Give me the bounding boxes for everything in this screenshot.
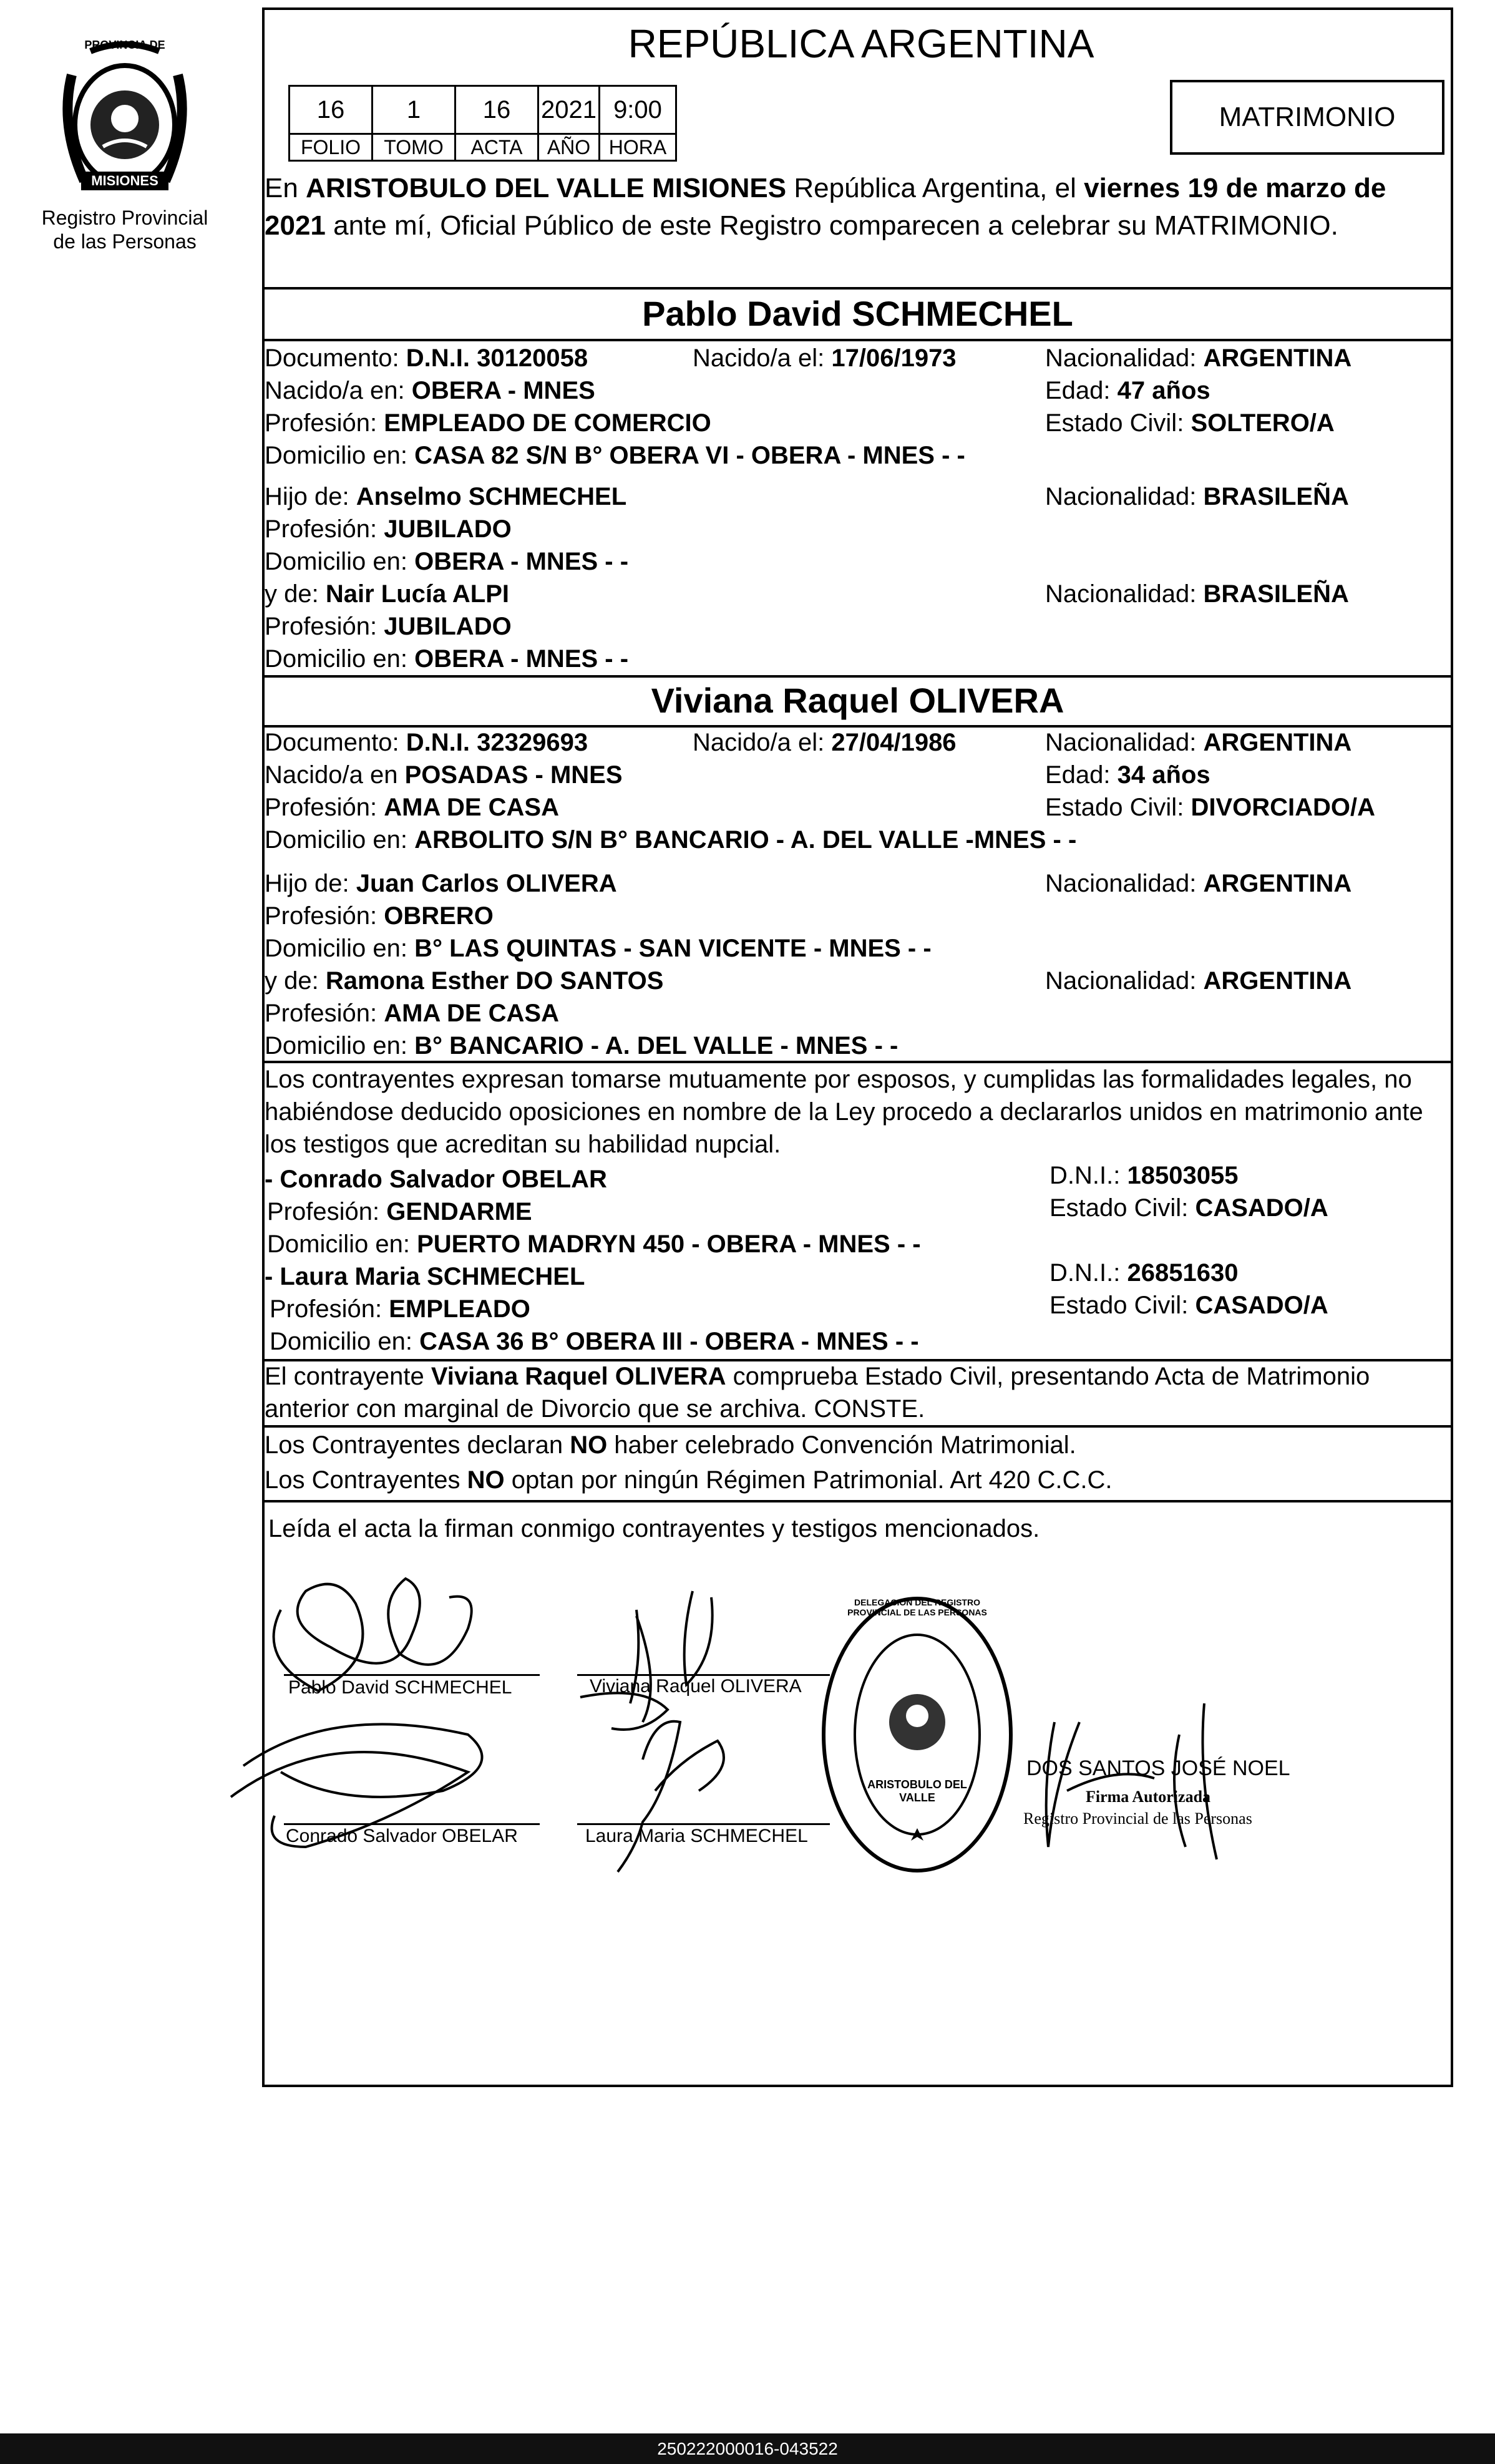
intro-paragraph	[265, 170, 1450, 245]
label: Estado Civil:	[1045, 409, 1184, 437]
note-text-2: comprueba Estado Civil, presentando Acta de Matrimonio	[726, 1363, 1370, 1390]
country-title: REPÚBLICA ARGENTINA	[628, 21, 1094, 66]
seal-top-text: PROVINCIA DE	[84, 39, 165, 51]
label: Profesión:	[265, 613, 377, 640]
groom-birthdate	[693, 343, 957, 373]
witness-2-dni	[1049, 1258, 1238, 1288]
label: Profesión:	[265, 794, 377, 821]
bride-address	[265, 825, 1076, 855]
value: ARGENTINA	[1203, 870, 1352, 897]
label: Domicilio en:	[270, 1328, 412, 1355]
registry-line-1: Registro Provincial	[41, 207, 208, 229]
footer-code-bar	[0, 2433, 1495, 2464]
declaration-line-1: Los contrayentes expresan tomarse mutuamente por esposos, y cumplidas las formalidades legales, no	[265, 1066, 1412, 1093]
convention-b-no: NO	[467, 1466, 505, 1494]
value: OBRERO	[384, 902, 494, 930]
intro-text-3: ante mí, Oficial Público de este Registro comparecen a celebrar su MATRIMONIO.	[325, 210, 1338, 241]
convention-a-1: Los Contrayentes declaran	[265, 1431, 570, 1459]
value: 34 años	[1117, 761, 1210, 789]
value: B° BANCARIO - A. DEL VALLE - MNES - -	[414, 1032, 898, 1059]
label: D.N.I.:	[1049, 1259, 1121, 1287]
groom-nationality	[1045, 343, 1351, 373]
groom-address	[265, 441, 965, 470]
intro-place: ARISTOBULO DEL VALLE MISIONES	[306, 173, 787, 203]
folio-label: FOLIO	[290, 134, 373, 161]
intro-date-1: viernes 19 de marzo de	[1084, 173, 1386, 203]
label: Profesión:	[270, 1295, 382, 1323]
label: Estado Civil:	[1049, 1194, 1189, 1222]
bride-name: Viviana Raquel OLIVERA	[651, 681, 1064, 720]
bride-document	[265, 728, 588, 757]
witness-1-name: - Conrado Salvador OBELAR	[265, 1166, 607, 1193]
value: BRASILEÑA	[1203, 483, 1349, 510]
witness-2-civil-status	[1049, 1290, 1328, 1320]
value: OBERA - MNES	[411, 377, 595, 404]
closing-text: Leída el acta la firman conmigo contrayentes y testigos mencionados.	[268, 1515, 1040, 1542]
value: CASA 36 B° OBERA III - OBERA - MNES - -	[419, 1328, 919, 1355]
label: Domicilio en:	[265, 442, 407, 469]
document-type: MATRIMONIO	[1219, 102, 1396, 132]
bride-mother	[265, 966, 663, 996]
bride-father-profession	[265, 901, 494, 931]
reference-table	[288, 85, 677, 162]
registry-line-2: de las Personas	[53, 230, 197, 253]
groom-name: Pablo David SCHMECHEL	[642, 294, 1073, 333]
groom-mother	[265, 579, 509, 609]
groom-father-nationality	[1045, 482, 1349, 512]
label: Nacido/a en	[265, 761, 398, 789]
groom-mother-nationality	[1045, 579, 1349, 609]
hora-value: 9:00	[600, 86, 676, 134]
witness-1-profession	[267, 1197, 532, 1227]
bride-birthplace	[265, 760, 623, 790]
bride-birthdate	[693, 728, 957, 757]
value: Nair Lucía ALPI	[325, 580, 509, 608]
note-name: Viviana Raquel OLIVERA	[431, 1363, 726, 1390]
convention-a-no: NO	[570, 1431, 608, 1459]
value: EMPLEADO DE COMERCIO	[384, 409, 711, 437]
document-type-box	[1170, 80, 1444, 155]
anio-value: 2021	[538, 86, 600, 134]
groom-mother-profession	[265, 611, 512, 641]
witness-2-profession	[270, 1294, 530, 1324]
value: Juan Carlos OLIVERA	[356, 870, 617, 897]
value: JUBILADO	[384, 613, 512, 640]
convention-b-1: Los Contrayentes	[265, 1466, 467, 1494]
groom-father-profession	[265, 514, 512, 544]
value: ARGENTINA	[1203, 729, 1352, 756]
value: SOLTERO/A	[1191, 409, 1335, 437]
official-org: Registro Provincial de las Personas	[1023, 1809, 1252, 1828]
intro-text-2: República Argentina, el	[786, 173, 1084, 203]
witness-1-signature-label: Conrado Salvador OBELAR	[286, 1826, 518, 1846]
value: CASADO/A	[1195, 1194, 1328, 1222]
divider	[262, 339, 1453, 341]
footer-code: 250222000016-043522	[657, 2438, 838, 2458]
value: POSADAS - MNES	[404, 761, 623, 789]
label: Nacionalidad:	[1045, 967, 1197, 995]
folio-value: 16	[290, 86, 373, 134]
label: y de:	[265, 967, 319, 995]
label: Estado Civil:	[1049, 1292, 1189, 1319]
bride-father	[265, 869, 617, 898]
value: 17/06/1973	[831, 344, 957, 372]
label: Profesión:	[265, 1000, 377, 1027]
label: Edad:	[1045, 377, 1111, 404]
value: CASA 82 S/N B° OBERA VI - OBERA - MNES - -	[414, 442, 965, 469]
value: ARBOLITO S/N B° BANCARIO - A. DEL VALLE -MNES - -	[414, 826, 1077, 854]
bride-age	[1045, 760, 1210, 790]
label: Nacionalidad:	[1045, 729, 1197, 756]
value: D.N.I. 32329693	[406, 729, 588, 756]
label: Nacionalidad:	[1045, 344, 1197, 372]
groom-father	[265, 482, 626, 512]
bride-mother-profession	[265, 998, 559, 1028]
value: BRASILEÑA	[1203, 580, 1349, 608]
label: Nacido/a el:	[693, 729, 825, 756]
value: DIVORCIADO/A	[1191, 794, 1376, 821]
stamp-ring-text: DELEGACION DEL REGISTRO PROVINCIAL DE LAS PERSONAS	[847, 1597, 987, 1617]
groom-birthplace	[265, 376, 595, 406]
label: Domicilio en:	[265, 826, 407, 854]
label: Hijo de:	[265, 870, 349, 897]
civil-status-note	[265, 1360, 1450, 1425]
intro-date-2: 2021	[265, 210, 326, 241]
official-signature	[1023, 1753, 1398, 1878]
label: Nacido/a el:	[693, 344, 825, 372]
official-role: Firma Autorizada	[1086, 1788, 1211, 1806]
hora-label: HORA	[600, 134, 676, 161]
value: Ramona Esther DO SANTOS	[325, 967, 664, 995]
value: JUBILADO	[384, 515, 512, 543]
groom-profession	[265, 408, 711, 438]
note-text-1: El contrayente	[265, 1363, 431, 1390]
divider	[262, 287, 1453, 290]
convention-a-2: haber celebrado Convención Matrimonial.	[607, 1431, 1076, 1459]
label: Domicilio en:	[265, 645, 407, 673]
label: Profesión:	[265, 409, 377, 437]
value: PUERTO MADRYN 450 - OBERA - MNES - -	[417, 1230, 921, 1258]
value: 26851630	[1127, 1259, 1239, 1287]
value: EMPLEADO	[389, 1295, 530, 1323]
label: Profesión:	[265, 515, 377, 543]
label: Hijo de:	[265, 483, 349, 510]
tomo-label: TOMO	[373, 134, 455, 161]
label: Documento:	[265, 344, 399, 372]
value: D.N.I. 30120058	[406, 344, 588, 372]
value: 18503055	[1127, 1162, 1239, 1189]
anio-label: AÑO	[538, 134, 600, 161]
stamp-inner-text: ARISTOBULO DEL VALLE	[867, 1778, 967, 1804]
value: Anselmo SCHMECHEL	[356, 483, 627, 510]
acta-value: 16	[455, 86, 538, 134]
tomo-value: 1	[373, 86, 455, 134]
groom-father-address	[265, 547, 628, 577]
label: D.N.I.:	[1049, 1162, 1121, 1189]
groom-mother-address	[265, 644, 628, 674]
registry-name	[25, 206, 225, 253]
witness-2-name: - Laura Maria SCHMECHEL	[265, 1263, 585, 1290]
label: Documento:	[265, 729, 399, 756]
witness-2-address	[270, 1327, 919, 1356]
registry-stamp	[817, 1591, 1017, 1878]
declaration-line-2: habiéndose deducido oposiciones en nombre de la Ley procedo a declararlos unidos en matrimonio ante	[265, 1098, 1423, 1126]
value: OBERA - MNES - -	[414, 548, 629, 575]
bride-nationality	[1045, 728, 1351, 757]
bride-civil-status	[1045, 792, 1375, 822]
intro-text-1: En	[265, 173, 306, 203]
label: Nacionalidad:	[1045, 580, 1197, 608]
label: Domicilio en:	[265, 548, 407, 575]
convention	[265, 1428, 1450, 1497]
label: Profesión:	[267, 1198, 380, 1225]
bride-signature-label: Viviana Raquel OLIVERA	[590, 1676, 802, 1697]
groom-signature-label: Pablo David SCHMECHEL	[288, 1677, 512, 1698]
label: y de:	[265, 580, 319, 608]
bride-father-nationality	[1045, 869, 1351, 898]
value: 47 años	[1117, 377, 1210, 404]
convention-b-2: optan por ningún Régimen Patrimonial. Art 420 C.C.C.	[504, 1466, 1113, 1494]
groom-civil-status	[1045, 408, 1335, 438]
value: AMA DE CASA	[384, 794, 559, 821]
value: ARGENTINA	[1203, 344, 1352, 372]
label: Domicilio en:	[265, 1032, 407, 1059]
note-line-2: anterior con marginal de Divorcio que se archiva. CONSTE.	[265, 1395, 925, 1423]
label: Nacido/a en:	[265, 377, 405, 404]
label: Edad:	[1045, 761, 1111, 789]
official-name: DOS SANTOS JOSÉ NOEL	[1026, 1756, 1290, 1780]
value: 27/04/1986	[831, 729, 957, 756]
seal-bottom-text: MISIONES	[91, 173, 158, 188]
acta-label: ACTA	[455, 134, 538, 161]
bride-mother-nationality	[1045, 966, 1351, 996]
witness-1-civil-status	[1049, 1193, 1328, 1223]
witness-2-signature-label: Laura Maria SCHMECHEL	[585, 1826, 808, 1846]
groom-age	[1045, 376, 1210, 406]
value: CASADO/A	[1195, 1292, 1328, 1319]
value: AMA DE CASA	[384, 1000, 559, 1027]
bride-father-address	[265, 933, 932, 963]
value: OBERA - MNES - -	[414, 645, 629, 673]
label: Domicilio en:	[267, 1230, 410, 1258]
value: ARGENTINA	[1203, 967, 1352, 995]
bride-mother-address	[265, 1031, 898, 1061]
label: Profesión:	[265, 902, 377, 930]
divider	[262, 675, 1453, 678]
declaration	[265, 1063, 1450, 1161]
label: Estado Civil:	[1045, 794, 1184, 821]
bride-profession	[265, 792, 559, 822]
witness-1-address	[267, 1229, 921, 1259]
groom-document	[265, 343, 588, 373]
value: GENDARME	[386, 1198, 532, 1225]
label: Domicilio en:	[265, 935, 407, 962]
label: Nacionalidad:	[1045, 483, 1197, 510]
value: B° LAS QUINTAS - SAN VICENTE - MNES - -	[414, 935, 932, 962]
label: Nacionalidad:	[1045, 870, 1197, 897]
declaration-line-3: los testigos que acreditan su habilidad nupcial.	[265, 1131, 781, 1158]
witness-1-dni	[1049, 1161, 1238, 1191]
province-seal	[47, 37, 203, 206]
